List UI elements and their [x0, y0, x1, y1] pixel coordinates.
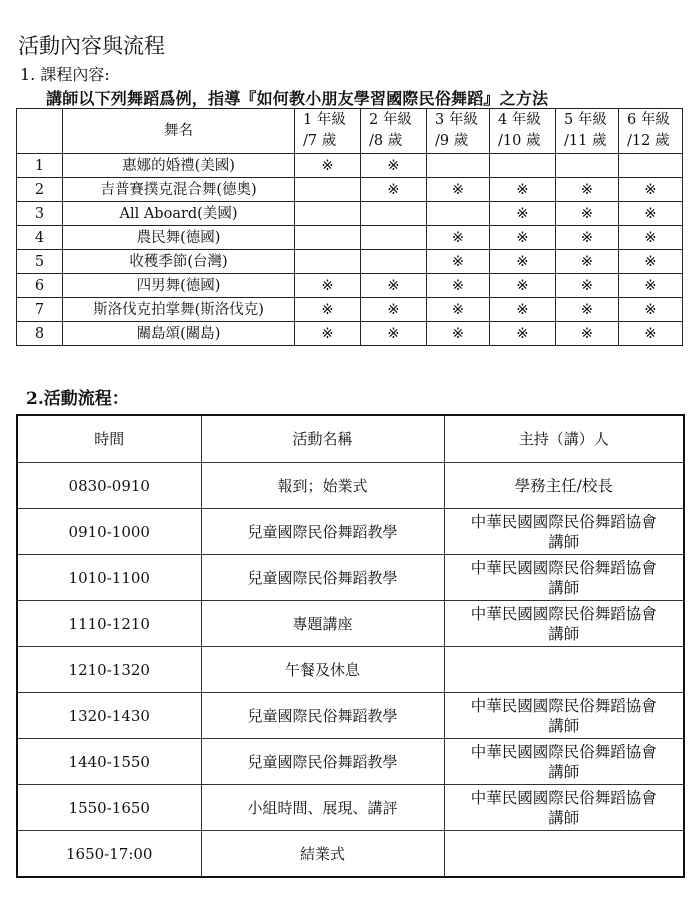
host-line: 中華民國國際民俗舞蹈協會 — [470, 696, 657, 715]
dance-name: 收穫季節(台灣) — [63, 250, 295, 274]
grade-mark: ※ — [361, 322, 427, 346]
host-title: 講師 — [548, 716, 580, 735]
schedule-time: 1210-1320 — [17, 647, 201, 693]
schedule-host — [444, 555, 684, 601]
schedule-row — [17, 509, 684, 555]
host-title: 講師 — [548, 762, 580, 781]
dance-row — [17, 250, 683, 274]
grade-mark: ※ — [490, 274, 556, 298]
schedule-row — [17, 647, 684, 693]
schedule-host — [444, 647, 684, 693]
grade-mark: ※ — [361, 154, 427, 178]
schedule-table — [16, 414, 685, 878]
grade-mark: ※ — [490, 178, 556, 202]
schedule-host — [444, 509, 684, 555]
grade-mark: ※ — [556, 322, 619, 346]
host-title: 講師 — [548, 532, 580, 551]
dance-num-header — [17, 109, 63, 154]
schedule-time: 1440-1550 — [17, 739, 201, 785]
dance-row — [17, 274, 683, 298]
dance-name: 斯洛伐克拍掌舞(斯洛伐克) — [63, 298, 295, 322]
grade-mark: ※ — [427, 178, 490, 202]
grade-mark: ※ — [619, 322, 683, 346]
dance-name: All Aboard(美國) — [63, 202, 295, 226]
grade-mark — [295, 178, 361, 202]
dance-num: 6 — [17, 274, 63, 298]
schedule-time: 1010-1100 — [17, 555, 201, 601]
dance-num: 8 — [17, 322, 63, 346]
grade-mark — [490, 154, 556, 178]
dance-table-header — [17, 109, 683, 154]
grade-mark — [427, 154, 490, 178]
dance-name: 農民舞(德國) — [63, 226, 295, 250]
grade-mark: ※ — [490, 298, 556, 322]
schedule-row — [17, 785, 684, 831]
grade-mark: ※ — [619, 298, 683, 322]
schedule-host — [444, 601, 684, 647]
grade-mark: ※ — [619, 202, 683, 226]
grade-header: 2 年級 /8 歲 — [361, 109, 427, 154]
host-title: 講師 — [548, 808, 580, 827]
grade-mark: ※ — [490, 202, 556, 226]
host-line: 中華民國國際民俗舞蹈協會 — [470, 558, 657, 577]
host-line: 中華民國國際民俗舞蹈協會 — [470, 742, 657, 761]
dance-num: 7 — [17, 298, 63, 322]
schedule-activity: 報到；始業式 — [201, 463, 444, 509]
dance-num: 1 — [17, 154, 63, 178]
schedule-row — [17, 601, 684, 647]
schedule-activity: 兒童國際民俗舞蹈教學 — [201, 693, 444, 739]
schedule-time: 1110-1210 — [17, 601, 201, 647]
grade-mark — [295, 202, 361, 226]
schedule-activity: 兒童國際民俗舞蹈教學 — [201, 739, 444, 785]
schedule-activity: 兒童國際民俗舞蹈教學 — [201, 555, 444, 601]
schedule-time: 1550-1650 — [17, 785, 201, 831]
schedule-host — [444, 739, 684, 785]
grade-mark: ※ — [295, 322, 361, 346]
grade-mark: ※ — [295, 298, 361, 322]
dance-num: 2 — [17, 178, 63, 202]
schedule-time: 1650-17:00 — [17, 831, 201, 878]
grade-mark: ※ — [361, 178, 427, 202]
grade-mark: ※ — [556, 178, 619, 202]
host-line: 中華民國國際民俗舞蹈協會 — [470, 788, 657, 807]
schedule-time: 1320-1430 — [17, 693, 201, 739]
dance-row — [17, 322, 683, 346]
grade-mark: ※ — [556, 202, 619, 226]
activity-header: 活動名稱 — [201, 415, 444, 463]
grade-mark — [361, 250, 427, 274]
grade-mark: ※ — [427, 274, 490, 298]
schedule-activity: 結業式 — [201, 831, 444, 878]
schedule-host — [444, 693, 684, 739]
section-1-intro: 講師以下列舞蹈爲例，指導『如何教小朋友學習國際民俗舞蹈』之方法 — [46, 89, 549, 108]
grade-mark: ※ — [619, 274, 683, 298]
grade-header: 6 年級 /12 歲 — [619, 109, 683, 154]
grade-mark: ※ — [619, 226, 683, 250]
dance-name: 關島頌(關島) — [63, 322, 295, 346]
grade-header: 4 年級 /10 歲 — [490, 109, 556, 154]
dance-row — [17, 178, 683, 202]
host-line: 中華民國國際民俗舞蹈協會 — [470, 512, 657, 531]
grade-header: 1 年級 /7 歲 — [295, 109, 361, 154]
section-1-heading: 1. 課程內容: — [20, 65, 110, 84]
grade-mark: ※ — [361, 274, 427, 298]
grade-mark: ※ — [556, 250, 619, 274]
schedule-row — [17, 739, 684, 785]
dance-row — [17, 202, 683, 226]
dance-row — [17, 226, 683, 250]
grade-mark — [427, 202, 490, 226]
grade-mark: ※ — [427, 226, 490, 250]
grade-mark: ※ — [490, 250, 556, 274]
page-title: 活動內容與流程 — [18, 34, 165, 58]
grade-mark: ※ — [619, 250, 683, 274]
host-title: 講師 — [548, 624, 580, 643]
grade-mark: ※ — [427, 298, 490, 322]
grade-header: 3 年級 /9 歲 — [427, 109, 490, 154]
grade-mark — [295, 250, 361, 274]
grade-mark: ※ — [361, 298, 427, 322]
dance-row — [17, 154, 683, 178]
schedule-row — [17, 693, 684, 739]
grade-mark: ※ — [490, 322, 556, 346]
schedule-row — [17, 831, 684, 878]
grade-mark: ※ — [295, 154, 361, 178]
dance-name: 惠娜的婚禮(美國) — [63, 154, 295, 178]
grade-mark: ※ — [556, 298, 619, 322]
dance-num: 4 — [17, 226, 63, 250]
time-header: 時間 — [17, 415, 201, 463]
schedule-time: 0910-1000 — [17, 509, 201, 555]
host-header: 主持（講）人 — [444, 415, 684, 463]
schedule-time: 0830-0910 — [17, 463, 201, 509]
host-line: 學務主任/校長 — [514, 476, 613, 495]
schedule-activity: 午餐及休息 — [201, 647, 444, 693]
schedule-activity: 專題講座 — [201, 601, 444, 647]
dance-num: 5 — [17, 250, 63, 274]
grade-mark — [361, 202, 427, 226]
grade-mark: ※ — [427, 250, 490, 274]
host-line: 中華民國國際民俗舞蹈協會 — [470, 604, 657, 623]
schedule-activity: 小組時間、展現、講評 — [201, 785, 444, 831]
schedule-activity: 兒童國際民俗舞蹈教學 — [201, 509, 444, 555]
grade-mark: ※ — [556, 274, 619, 298]
grade-mark — [361, 226, 427, 250]
grade-header: 5 年級 /11 歲 — [556, 109, 619, 154]
grade-mark: ※ — [619, 178, 683, 202]
dance-table — [16, 108, 683, 346]
schedule-row — [17, 555, 684, 601]
grade-mark — [556, 154, 619, 178]
schedule-row — [17, 463, 684, 509]
grade-mark: ※ — [427, 322, 490, 346]
dance-num: 3 — [17, 202, 63, 226]
section-2-heading: 2.活動流程： — [26, 389, 129, 409]
grade-mark: ※ — [556, 226, 619, 250]
schedule-header — [17, 415, 684, 463]
schedule-host — [444, 463, 684, 509]
grade-mark: ※ — [490, 226, 556, 250]
schedule-host — [444, 785, 684, 831]
schedule-host — [444, 831, 684, 878]
dance-row — [17, 298, 683, 322]
dance-name: 吉普賽撲克混合舞(德奧) — [63, 178, 295, 202]
grade-mark: ※ — [295, 274, 361, 298]
grade-mark — [619, 154, 683, 178]
dance-name-header: 舞名 — [63, 109, 295, 154]
host-title: 講師 — [548, 578, 580, 597]
dance-name: 四男舞(德國) — [63, 274, 295, 298]
grade-mark — [295, 226, 361, 250]
